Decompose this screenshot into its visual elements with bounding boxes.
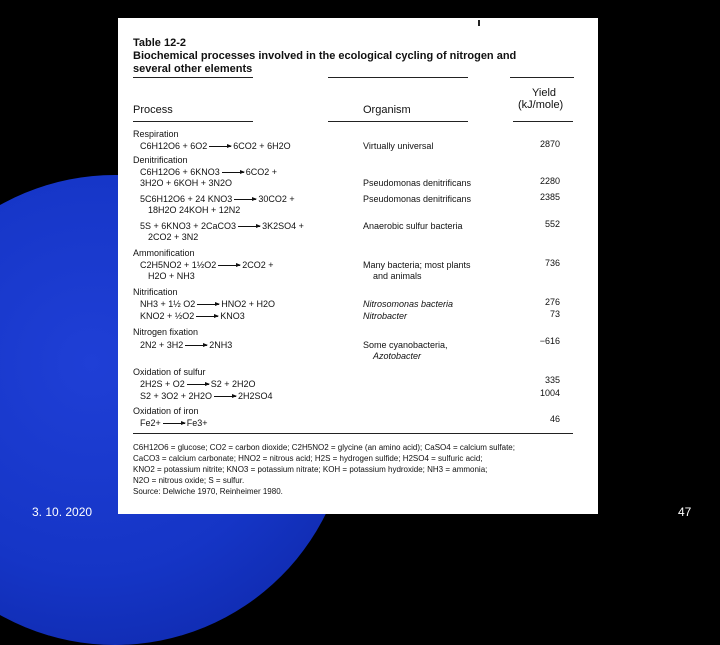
organism: Pseudomonas denitrificans — [363, 194, 472, 204]
yield-value: 736 — [544, 258, 560, 268]
yield-value: −616 — [539, 336, 560, 346]
yield-value: 2385 — [539, 192, 560, 202]
equation: S2 + 3O2 + 2H2O 2H2SO4 — [140, 391, 273, 401]
header-process: Process — [133, 104, 173, 116]
organism: Azotobacter — [373, 351, 422, 361]
organism: Virtually universal — [363, 141, 434, 151]
equation: H2O + NH3 — [148, 271, 195, 281]
organism: and animals — [373, 271, 422, 281]
scan-mark — [478, 20, 480, 26]
rule — [328, 77, 468, 78]
rule — [133, 121, 253, 122]
rule — [513, 121, 573, 122]
rule — [133, 77, 253, 78]
yield-value: 335 — [544, 375, 560, 385]
equation: 2H2S + O2 S2 + 2H2O — [140, 379, 256, 389]
header-yield-unit: (kJ/mole) — [518, 99, 564, 111]
equation: 2N2 + 3H2 2NH3 — [140, 340, 233, 350]
slide-date: 3. 10. 2020 — [32, 505, 93, 519]
equation: 5S + 6KNO3 + 2CaCO3 3K2SO4 + — [140, 221, 304, 231]
process-respiration: Respiration — [133, 129, 179, 139]
rule — [510, 77, 574, 78]
title-line-3: several other elements — [133, 63, 253, 75]
equation: C6H12O6 + 6O2 6CO2 + 6H2O — [140, 141, 291, 151]
equation: C6H12O6 + 6KNO3 6CO2 + — [140, 167, 278, 177]
footnote-line: N2O = nitrous oxide; S = sulfur. — [133, 476, 245, 485]
yield-value: 46 — [549, 414, 560, 424]
footnote — [133, 442, 578, 497]
process-nitrogen-fixation: Nitrogen fixation — [133, 327, 199, 337]
equation: KNO2 + ½O2 KNO3 — [140, 311, 245, 321]
process-denitrification: Denitrification — [133, 155, 188, 165]
organism: Nitrobacter — [363, 311, 408, 321]
equation: 3H2O + 6KOH + 3N2O — [140, 178, 233, 188]
equation: 5C6H12O6 + 24 KNO3 30CO2 + — [140, 194, 295, 204]
yield-value: 1004 — [539, 388, 560, 398]
rule — [133, 433, 573, 434]
equation: NH3 + 1½ O2 HNO2 + H2O — [140, 299, 276, 309]
footnote-line: CaCO3 = calcium carbonate; HNO2 = nitrous acid; H2S = hydrogen sulfide; H2SO4 = sulfuric acid; — [133, 454, 483, 463]
organism: Anaerobic sulfur bacteria — [363, 221, 463, 231]
equation: C2H5NO2 + 1½O2 2CO2 + — [140, 260, 274, 270]
rule — [328, 121, 468, 122]
title-line-1: Table 12-2 — [133, 37, 186, 49]
yield-value: 2280 — [539, 176, 560, 186]
table-title — [133, 37, 516, 76]
header-organism: Organism — [363, 104, 411, 116]
header-yield: Yield — [532, 87, 557, 99]
organism: Nitrosomonas bacteria — [363, 299, 454, 309]
equation: 18H2O 24KOH + 12N2 — [148, 205, 241, 215]
title-line-2: Biochemical processes involved in the ecological cycling of nitrogen and — [133, 50, 517, 62]
footnote-line: C6H12O6 = glucose; CO2 = carbon dioxide; C2H5NO2 = glycine (an amino acid); CaSO4 = calcium sulfate; — [133, 443, 515, 452]
organism: Many bacteria; most plants — [363, 260, 471, 270]
yield-value: 73 — [549, 309, 560, 319]
equation: 2CO2 + 3N2 — [148, 232, 199, 242]
organism: Some cyanobacteria, — [363, 340, 448, 350]
organism: Pseudomonas denitrificans — [363, 178, 472, 188]
slide-page-number: 47 — [678, 505, 692, 519]
process-ammonification: Ammonification — [133, 248, 195, 258]
table-scan — [118, 18, 598, 514]
yield-value: 276 — [544, 297, 560, 307]
process-oxidation-of-iron: Oxidation of iron — [133, 406, 199, 416]
yield-value: 552 — [544, 219, 560, 229]
footnote-source: Source: Delwiche 1970, Reinheimer 1980. — [133, 487, 283, 496]
process-oxidation-of-sulfur: Oxidation of sulfur — [133, 367, 206, 377]
process-nitrification: Nitrification — [133, 287, 178, 297]
equation: Fe2+ Fe3+ — [140, 418, 208, 428]
footnote-line: KNO2 = potassium nitrite; KNO3 = potassium nitrate; KOH = potassium hydroxide; NH3 = ammonia; — [133, 465, 488, 474]
yield-value: 2870 — [539, 139, 560, 149]
